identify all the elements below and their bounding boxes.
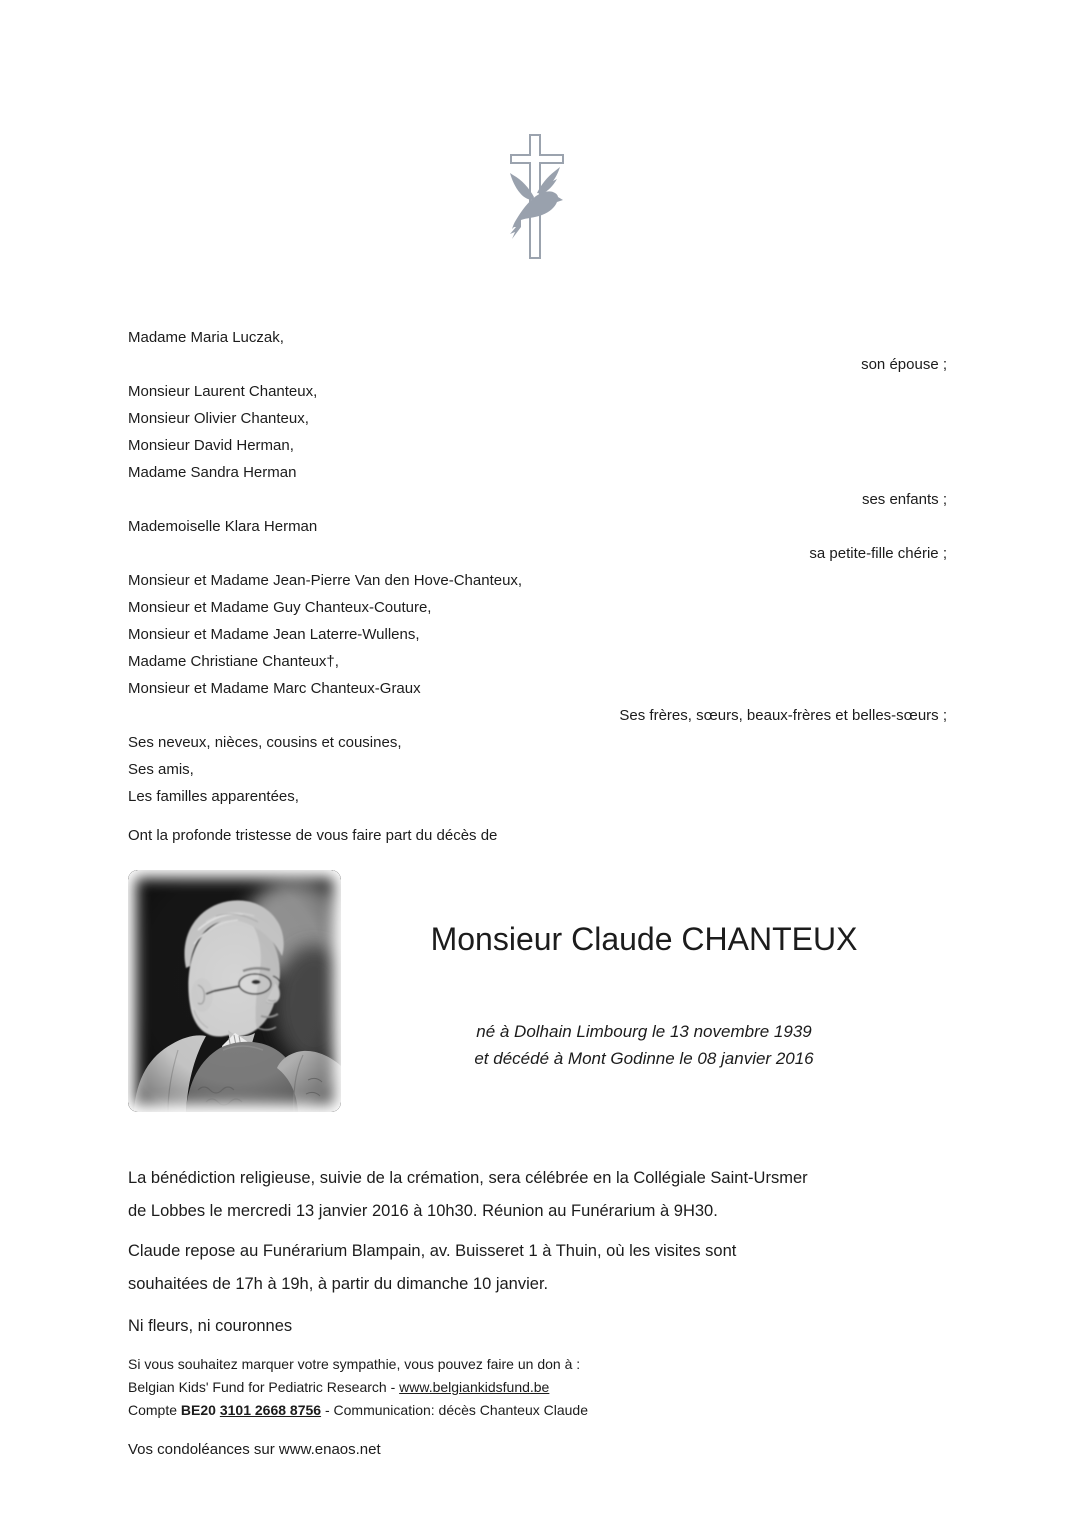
birth-line: né à Dolhain Limbourg le 13 novembre 1939 xyxy=(476,1022,812,1041)
account-prefix: Compte xyxy=(128,1402,181,1418)
donation-org: Belgian Kids' Fund for Pediatric Research - xyxy=(128,1379,400,1395)
donation-org-link[interactable]: www.belgiankidsfund.be xyxy=(399,1379,550,1395)
deceased-identity xyxy=(341,870,947,1112)
family-line: Les familles apparentées, xyxy=(128,788,299,805)
ceremony-line: La bénédiction religieuse, suivie de la crémation, sera célébrée en la Collégiale Saint-Ursmer xyxy=(128,1169,808,1187)
death-line: et décédé à Mont Godinne le 08 janvier 2016 xyxy=(474,1049,814,1068)
relation-line: son épouse ; xyxy=(861,356,947,373)
family-line: Monsieur et Madame Guy Chanteux-Couture, xyxy=(128,599,432,616)
family-line: Monsieur et Madame Jean-Pierre Van den Hove-Chanteux, xyxy=(128,572,523,589)
donation-account-line xyxy=(128,1399,947,1422)
family-line: Mademoiselle Klara Herman xyxy=(128,518,318,535)
family-line: Ses neveux, nièces, cousins et cousines, xyxy=(128,734,402,751)
visitation-line: Claude repose au Funérarium Blampain, av. Buisseret 1 à Thuin, où les visites sont xyxy=(128,1242,737,1260)
donation-org-line xyxy=(128,1376,947,1399)
ceremony-paragraph xyxy=(128,1162,947,1228)
page-content xyxy=(0,130,1075,1462)
visitation-paragraph xyxy=(128,1235,947,1301)
ceremony-line: de Lobbes le mercredi 13 janvier 2016 à 10h30. Réunion au Funérarium à 9H30. xyxy=(128,1202,718,1220)
donation-intro: Si vous souhaitez marquer votre sympathie, vous pouvez faire un don à : xyxy=(128,1356,581,1372)
family-line: Madame Sandra Herman xyxy=(128,464,297,481)
family-line: Monsieur Laurent Chanteux, xyxy=(128,383,318,400)
account-code: BE20 xyxy=(180,1402,220,1418)
relation-line: ses enfants ; xyxy=(861,491,947,508)
condolences-line: Vos condoléances sur www.enaos.net xyxy=(128,1441,381,1458)
portrait-photo xyxy=(128,870,341,1112)
announcement-text: Ont la profonde tristesse de vous faire part du décès de xyxy=(128,827,498,844)
account-number: 3101 2668 8756 xyxy=(219,1402,322,1418)
family-line: Monsieur et Madame Jean Laterre-Wullens, xyxy=(128,626,420,643)
relation-line: sa petite-fille chérie ; xyxy=(809,545,947,562)
family-line: Madame Christiane Chanteux†, xyxy=(128,653,339,670)
birth-death-dates xyxy=(341,1018,947,1072)
family-line: Monsieur et Madame Marc Chanteux-Graux xyxy=(128,680,421,697)
portrait-illustration xyxy=(128,870,341,1112)
account-suffix: - Communication: décès Chanteux Claude xyxy=(321,1402,588,1418)
deceased-block xyxy=(128,870,947,1112)
family-line: Monsieur Olivier Chanteux, xyxy=(128,410,309,427)
donation-block xyxy=(128,1353,947,1422)
family-line: Madame Maria Luczak, xyxy=(128,329,284,346)
cross-and-dove-icon xyxy=(468,130,608,280)
visitation-line: souhaitées de 17h à 19h, à partir du dimanche 10 janvier. xyxy=(128,1275,549,1293)
no-flowers-note: Ni fleurs, ni couronnes xyxy=(128,1317,293,1335)
deceased-name: Monsieur Claude CHANTEUX xyxy=(430,921,858,957)
relation-line: Ses frères, sœurs, beaux-frères et belles-sœurs ; xyxy=(619,707,947,724)
family-line: Monsieur David Herman, xyxy=(128,437,294,454)
family-list xyxy=(128,324,947,810)
family-line: Ses amis, xyxy=(128,761,194,778)
